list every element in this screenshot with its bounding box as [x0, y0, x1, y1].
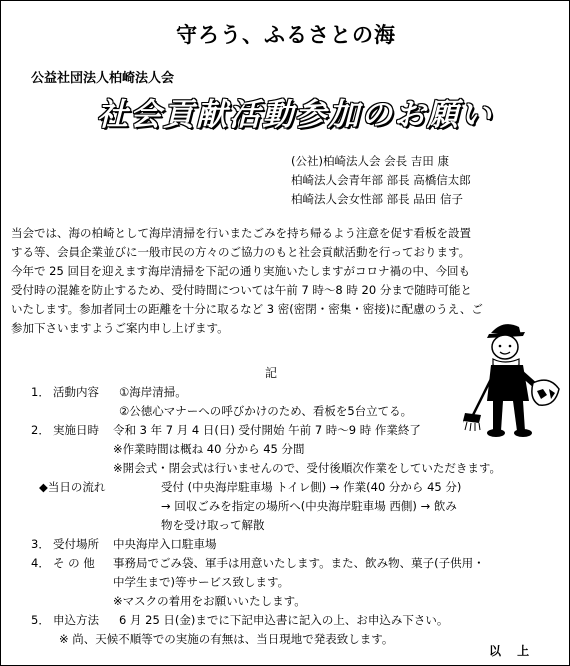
- item-line: 中学生まで)等サービス致します。: [113, 575, 290, 589]
- item-label: 受付場所: [53, 537, 99, 551]
- item-label: そ の 他: [53, 556, 95, 570]
- organization-name: 公益社団法人柏崎法人会: [31, 71, 175, 86]
- item-line: ②公徳心マナーへの呼びかけのため、看板を5台立てる。: [119, 404, 413, 418]
- signatory-women: 柏崎法人会女性部 部長 品田 信子: [291, 192, 463, 206]
- item-label: 活動内容: [53, 385, 99, 399]
- item-label: 申込方法: [53, 613, 99, 627]
- item-number: 1．: [31, 385, 50, 399]
- intro-line: いたします。参加者同士の距離を十分に取るなど 3 密(密閉・密集・密接)に配慮のうえ、ご: [11, 302, 483, 316]
- item-line: ①海岸清掃。: [119, 385, 187, 399]
- weather-note: ※ 尚、天候不順等での実施の有無は、当日現地で発表致します。: [59, 632, 394, 646]
- intro-line: 参加下さいますようご案内申し上げます。: [11, 321, 229, 335]
- item-label: 実施日時: [53, 423, 99, 437]
- intro-line: 受付時の混雑を防止するため、受付時間については午前 7 時～8 時 20 分まで随時可能と: [11, 283, 472, 297]
- item-line: 中央海岸入口駐車場: [113, 537, 217, 551]
- item-line: ※マスクの着用をお願いいたします。: [113, 594, 306, 608]
- item-number: 3．: [31, 537, 50, 551]
- intro-line: 当会では、海の柏崎として海岸清掃を行いまたごみを持ち帰るよう注意を促す看板を設置: [11, 226, 471, 240]
- flow-line: 受付 (中央海岸駐車場 トイレ側) → 作業(40 分から 45 分): [161, 480, 462, 494]
- volunteer-illustration: [463, 319, 563, 439]
- closing-mark: 以 上: [489, 644, 536, 658]
- intro-line: する等、会員企業並びに一般市民の方々のご協力のもと社会貢献活動を行っております。: [11, 245, 471, 259]
- item-line: 6 月 25 日(金)までに下記申込書に記入の上、お申込み下さい。: [119, 613, 449, 627]
- item-line: 事務局でごみ袋、軍手は用意いたします。また、飲み物、菓子(子供用・: [113, 556, 485, 570]
- flow-line: → 回収ごみを指定の場所へ(中央海岸駐車場 西側) → 飲み: [161, 499, 457, 513]
- signatory-youth: 柏崎法人会青年部 部長 高橋信太郎: [291, 173, 471, 187]
- intro-line: 今年で 25 回目を迎えます海岸清掃を下記の通り実施いたしますがコロナ禍の中、今回も: [11, 264, 470, 278]
- item-line: ※開会式・閉会式は行いませんので、受付後順次作業をしていただきます。: [113, 461, 501, 475]
- item-line: 令和 3 年 7 月 4 日(日) 受付開始 午前 7 時～9 時 作業終了: [113, 423, 421, 437]
- item-number: 4．: [31, 556, 50, 570]
- flow-label: ◆当日の流れ: [39, 480, 106, 494]
- page-title: 守ろう、ふるさとの海: [176, 23, 396, 47]
- item-number: 2．: [31, 423, 50, 437]
- item-line: ※作業時間は概ね 40 分から 45 分間: [113, 442, 305, 456]
- headline: 社会貢献活動参加のお願い: [97, 97, 493, 133]
- flow-line: 物を受け取って解散: [161, 518, 265, 532]
- ki-heading: 記: [264, 366, 277, 380]
- item-number: 5．: [31, 613, 50, 627]
- signatory-president: (公社)柏崎法人会 会長 吉田 康: [291, 154, 449, 168]
